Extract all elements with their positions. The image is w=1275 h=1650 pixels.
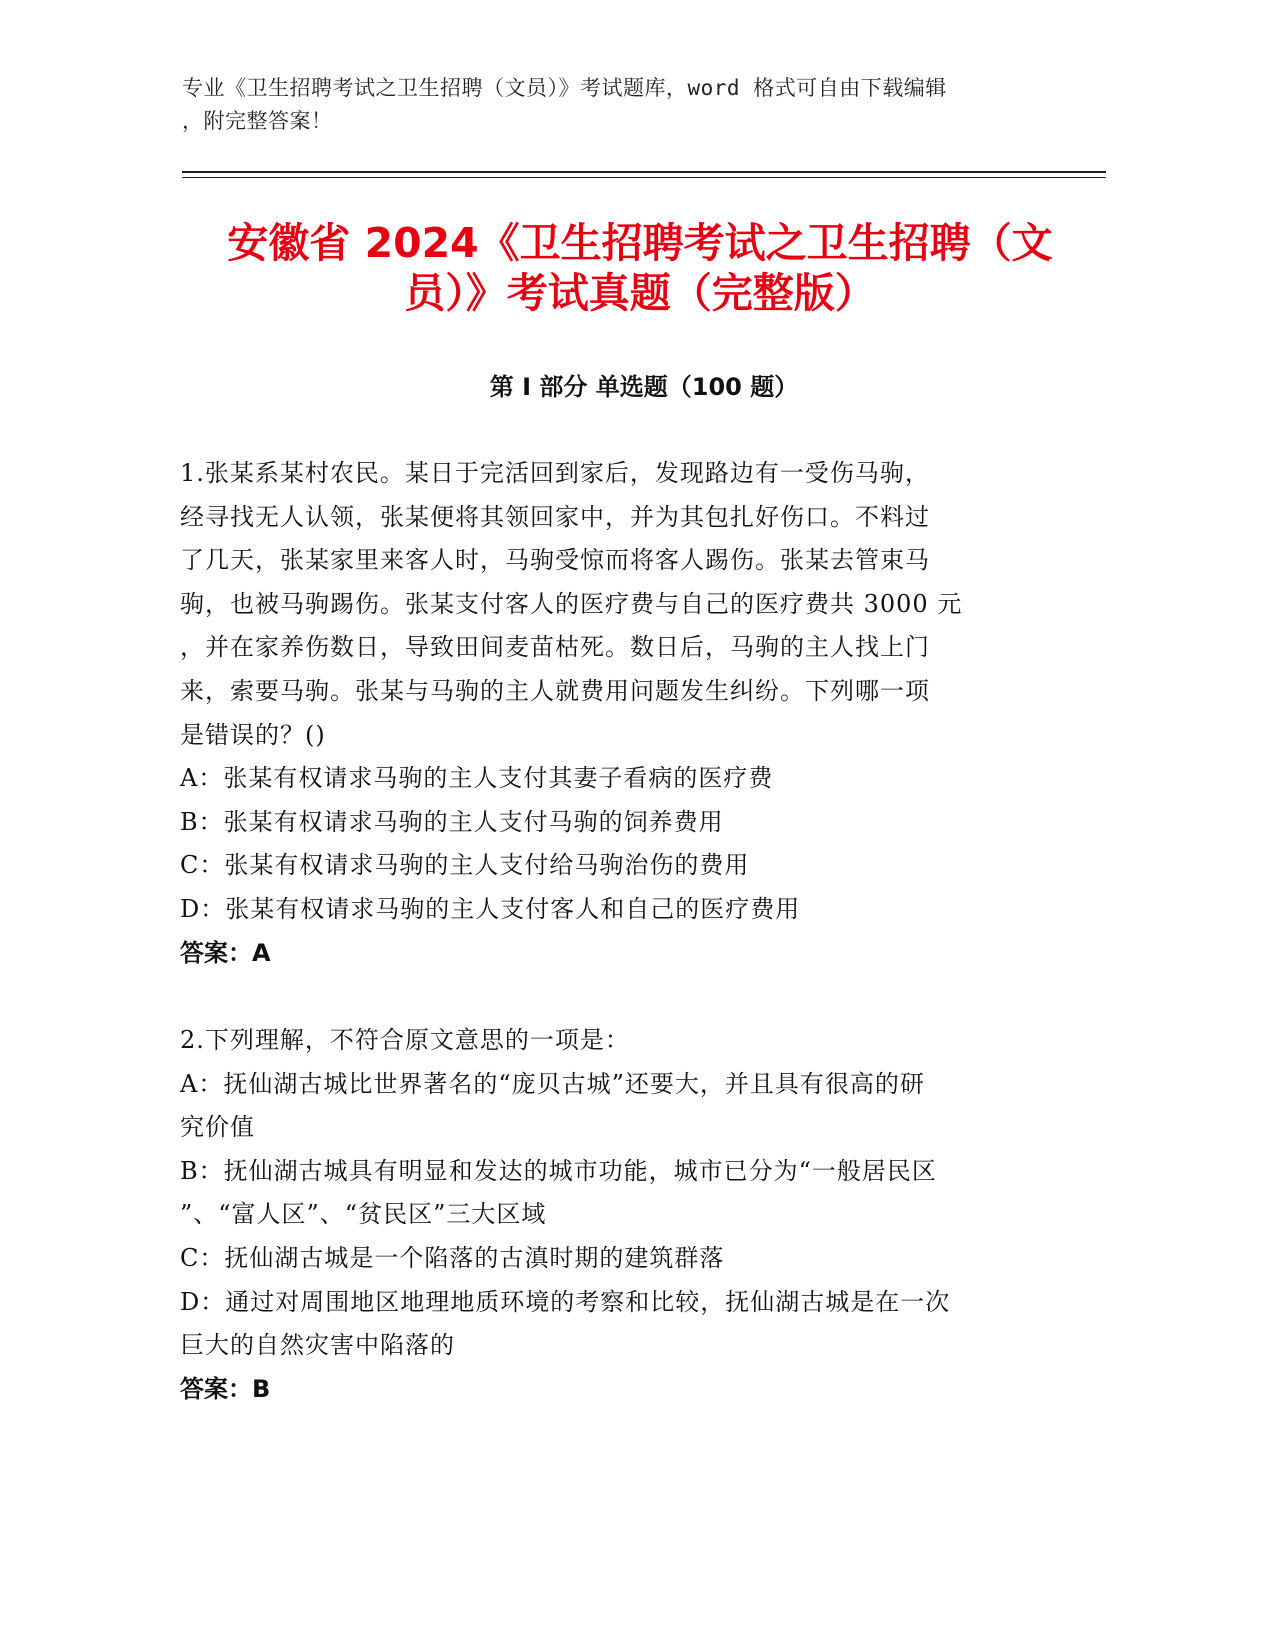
question-stem-line: 经寻找无人认领，张某便将其领回家中，并为其包扎好伤口。不料过 <box>180 502 930 531</box>
option-d-continued: 巨大的自然灾害中陷落的 <box>180 1331 455 1360</box>
header-note-line: ，附完整答案！ <box>182 109 333 133</box>
question-stem-line: 驹，也被马驹踢伤。张某支付客人的医疗费与自己的医疗费共 3000 元 <box>180 589 963 618</box>
header-rule <box>182 171 1106 173</box>
option-a: A：抚仙湖古城比世界著名的“庞贝古城”还要大，并且具有很高的研 <box>180 1069 925 1098</box>
answer: 答案：A <box>180 938 271 967</box>
option-c: C：抚仙湖古城是一个陷落的古滇时期的建筑群落 <box>180 1243 725 1272</box>
option-b: B：抚仙湖古城具有明显和发达的城市功能，城市已分为“一般居民区 <box>180 1156 937 1185</box>
option-d: D：张某有权请求马驹的主人支付客人和自己的医疗费用 <box>180 894 801 923</box>
document-title-line: 员）》考试真题（完整版） <box>404 269 876 317</box>
question-stem-line: 2.下列理解，不符合原文意思的一项是： <box>180 1026 630 1054</box>
document-title <box>170 218 1110 318</box>
header-note-line: 专业《卫生招聘考试之卫生招聘（文员）》考试题库，word 格式可自由下载编辑 <box>182 76 947 100</box>
option-c: C：张某有权请求马驹的主人支付给马驹治伤的费用 <box>180 851 750 880</box>
question-stem-line: 了几天，张某家里来客人时，马驹受惊而将客人踢伤。张某去管束马 <box>180 546 930 575</box>
question-stem-line: 来，索要马驹。张某与马驹的主人就费用问题发生纠纷。下列哪一项 <box>180 676 930 705</box>
question-2 <box>180 1019 1030 1411</box>
option-d: D：通过对周围地区地理地质环境的考察和比较，抚仙湖古城是在一次 <box>180 1287 951 1316</box>
question-1 <box>180 452 1030 975</box>
header-note <box>182 72 1062 138</box>
option-b-continued: ”、“富人区”、“贫民区”三大区域 <box>180 1200 547 1229</box>
header-rule <box>182 177 1106 178</box>
section-title: 第 I 部分 单选题（100 题） <box>489 373 799 401</box>
question-stem-line: 1.张某系某村农民。某日于完活回到家后，发现路边有一受伤马驹， <box>180 459 930 487</box>
option-a: A：张某有权请求马驹的主人支付其妻子看病的医疗费 <box>180 764 774 793</box>
question-stem-line: ，并在家养伤数日，导致田间麦苗枯死。数日后，马驹的主人找上门 <box>180 633 930 662</box>
option-b: B：张某有权请求马驹的主人支付马驹的饲养费用 <box>180 807 724 836</box>
document-title-line: 安徽省 2024《卫生招聘考试之卫生招聘（文 <box>227 219 1053 267</box>
option-a-continued: 究价值 <box>180 1113 255 1142</box>
answer: 答案：B <box>180 1374 271 1403</box>
question-stem-line: 是错误的？() <box>180 720 326 749</box>
